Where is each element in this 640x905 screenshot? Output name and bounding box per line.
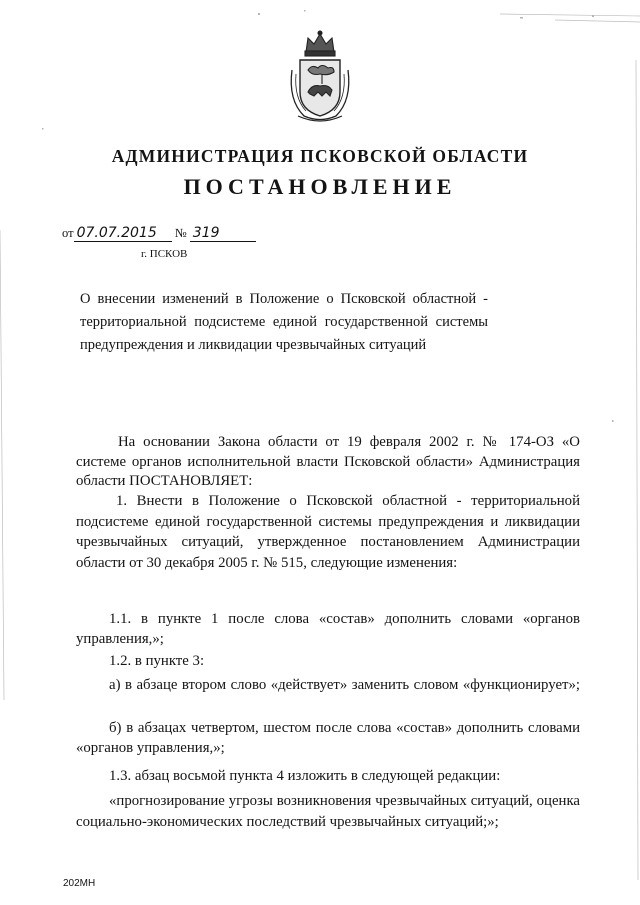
document-type-title: ПОСТАНОВЛЕНИЕ — [183, 174, 457, 199]
date-prefix: от — [62, 226, 74, 240]
city-label: г. ПСКОВ — [141, 248, 188, 260]
item-1-1-paragraph: 1.1. в пункте 1 после слова «состав» дополнить словами «органов управления,»; — [76, 611, 580, 647]
item-1-2-a-paragraph: а) в абзаце втором слово «действует» заменить словом «функционирует»; — [109, 677, 580, 693]
preamble-paragraph: На основании Закона области от 19 февраля 2002 г. № 174-ОЗ «О системе органов исполнительной власти Псковской области» Администрация области ПОСТАНОВЛЯЕТ: — [76, 434, 580, 489]
coat-of-arms-icon — [284, 30, 356, 125]
registration-line — [62, 225, 256, 242]
item-1-2-b-paragraph: б) в абзацах четвертом, шестом после слова «состав» дополнить словами «органов управления,»; — [76, 720, 580, 756]
agency-title: АДМИНИСТРАЦИЯ ПСКОВСКОЙ ОБЛАСТИ — [111, 146, 529, 166]
document-subject: О внесении изменений в Положение о Псковской областной - территориальной подсистеме единой государственной системы предупреждения и ликвидации чрезвычайных ситуаций — [80, 291, 488, 353]
number-prefix: № — [174, 226, 187, 240]
quoted-text-paragraph: «прогнозирование угрозы возникновения чрезвычайных ситуаций, оценка социально-экономических последствий чрезвычайных ситуаций;»; — [76, 793, 580, 830]
item-1-2-paragraph: 1.2. в пункте 3: — [109, 653, 205, 669]
item-1-paragraph: 1. Внести в Положение о Псковской областной - территориальной подсистеме единой государственной системы предупреждения и ликвидации чрезвычайных ситуаций, утвержденное постановлением Администрации области от 30 декабря 2005 г. № 515, следующие изменения: — [76, 493, 580, 571]
registration-date: 07.07.2015 — [74, 225, 172, 242]
registration-number: 319 — [190, 225, 256, 242]
document-code: 202МН — [63, 878, 96, 889]
item-1-3-paragraph: 1.3. абзац восьмой пункта 4 изложить в следующей редакции: — [109, 768, 501, 784]
